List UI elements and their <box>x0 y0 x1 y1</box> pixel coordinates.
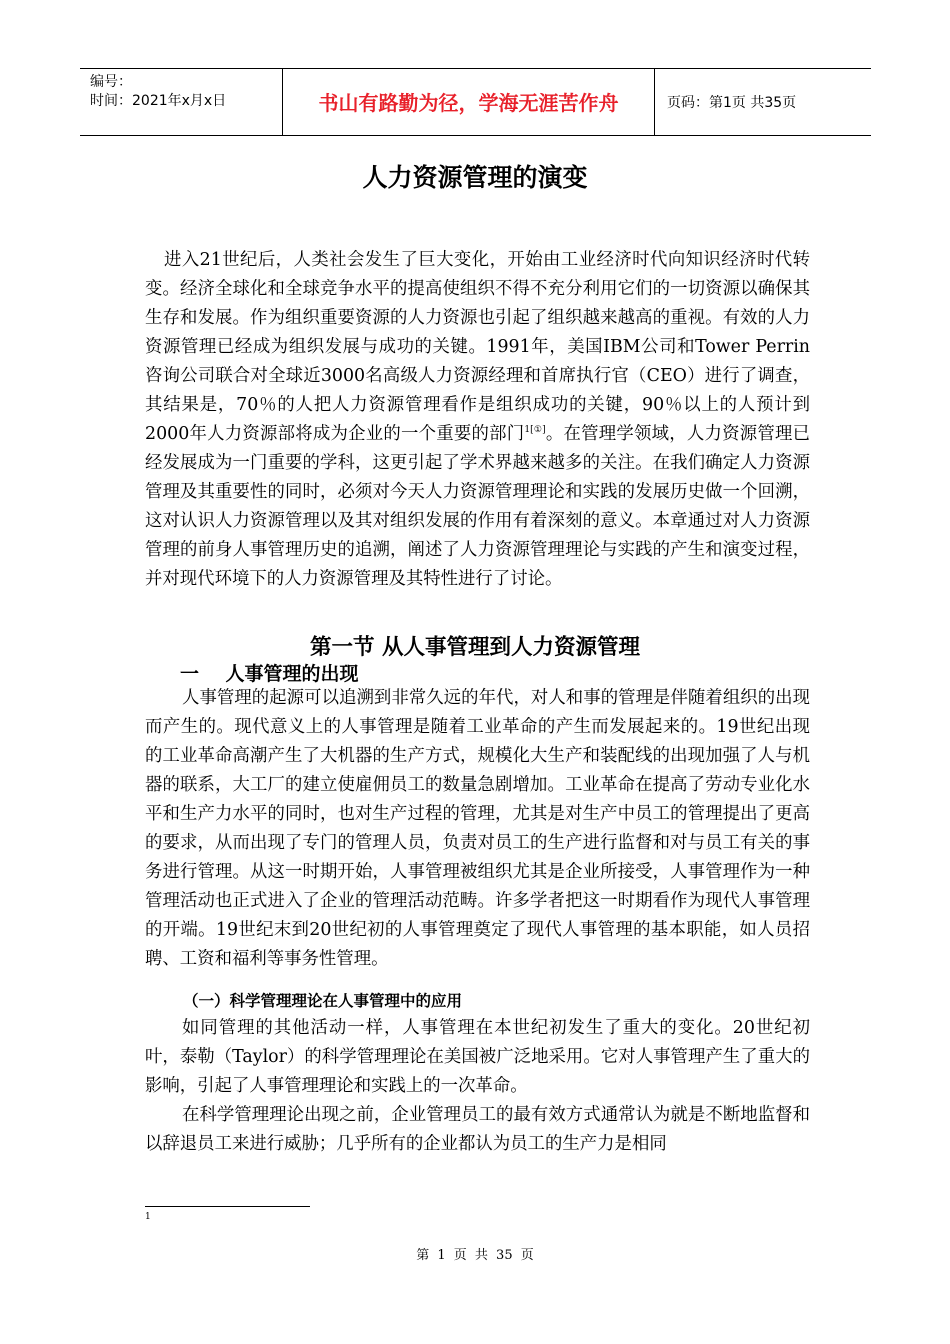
body-paragraph-3: 在科学管理理论出现之前，企业管理员工的最有效方式通常认为就是不断地监督和以辞退员工来进行威胁；几乎所有的企业都认为员工的生产力是相同 <box>145 1105 810 1154</box>
document-title: 人力资源管理的演变 <box>362 163 588 192</box>
header-motto: 书山有路勤为径，学海无涯苦作舟 <box>283 69 655 135</box>
header-table <box>80 68 871 136</box>
header-number-label: 编号： <box>90 74 132 90</box>
header-page-info: 页码：第1页 共35页 <box>667 95 797 111</box>
intro-text-part-2: 。在管理学领域，人力资源管理已经发展成为一门重要的学科，这更引起了学术界越来越多的关注。在我们确定人力资源管理及其重要性的同时，必须对今天人力资源管理理论和实践的发展历史做一个回溯，这对认识人力资源管理以及其对组织发展的作用有着深刻的意义。本章通过对人力资源管理的前身人事管理历史的追溯，阐述了人力资源管理理论与实践的产生和演变过程，并对现代环境下的人力资源管理及其特性进行了讨论。 <box>145 424 810 589</box>
section-title: 第一节 从人事管理到人力资源管理 <box>310 635 640 660</box>
body-paragraph-2: 如同管理的其他活动一样，人事管理在本世纪初发生了重大的变化。20世纪初叶，泰勒（Taylor）的科学管理理论在美国被广泛地采用。它对人事管理产生了重大的影响，引起了人事管理理论和实践上的一次革命。 <box>145 1018 810 1096</box>
intro-text-part-1: 进入21世纪后，人类社会发生了巨大变化，开始由工业经济时代向知识经济时代转变。经济全球化和全球竞争水平的提高使组织不得不充分利用它们的一切资源以确保其生存和发展。作为组织重要资源的人力资源也引起了组织越来越高的重视。有效的人力资源管理已经成为组织发展与成功的关键。1991年，美国IBM公司和Tower Perrin咨询公司联合对全球近3000名高级人力资源经理和首席执行官（CEO）进行了调查，其结果是，70％的人把人力资源管理看作是组织成功的关键，90％以上的人预计到2000年人力资源部将成为企业的一个重要的部门 <box>145 250 810 444</box>
header-meta-cell <box>80 69 283 135</box>
footnote-mark: 1 <box>145 1212 151 1222</box>
body-paragraph-1: 人事管理的起源可以追溯到非常久远的年代，对人和事的管理是伴随着组织的出现而产生的。现代意义上的人事管理是随着工业革命的产生而发展起来的。19世纪出现的工业革命高潮产生了大机器的生产方式，规模化大生产和装配线的出现加强了人与机器的联系，大工厂的建立使雇佣员工的数量急剧增加。工业革命在提高了劳动专业化水平和生产力水平的同时，也对生产过程的管理，尤其是对生产中员工的管理提出了更高的要求，从而出现了专门的管理人员，负责对员工的生产进行监督和对与员工有关的事务进行管理。从这一时期开始，人事管理被组织尤其是企业所接受，人事管理作为一种管理活动也正式进入了企业的管理活动范畴。许多学者把这一时期看作为现代人事管理的开端。19世纪末到20世纪初的人事管理奠定了现代人事管理的基本职能，如人员招聘、工资和福利等事务性管理。 <box>145 688 810 969</box>
header-date-label: 时间：2021年x月x日 <box>90 93 227 109</box>
footnote-reference[interactable]: 1[①] <box>524 425 546 436</box>
footnote-separator <box>145 1206 310 1207</box>
subsubsection-title: （一）科学管理理论在人事管理中的应用 <box>183 992 463 1010</box>
intro-paragraph <box>145 246 810 594</box>
page-footer: 第 1 页 共 35 页 <box>416 1248 534 1263</box>
subsection-title: 一 人事管理的出现 <box>180 663 359 685</box>
